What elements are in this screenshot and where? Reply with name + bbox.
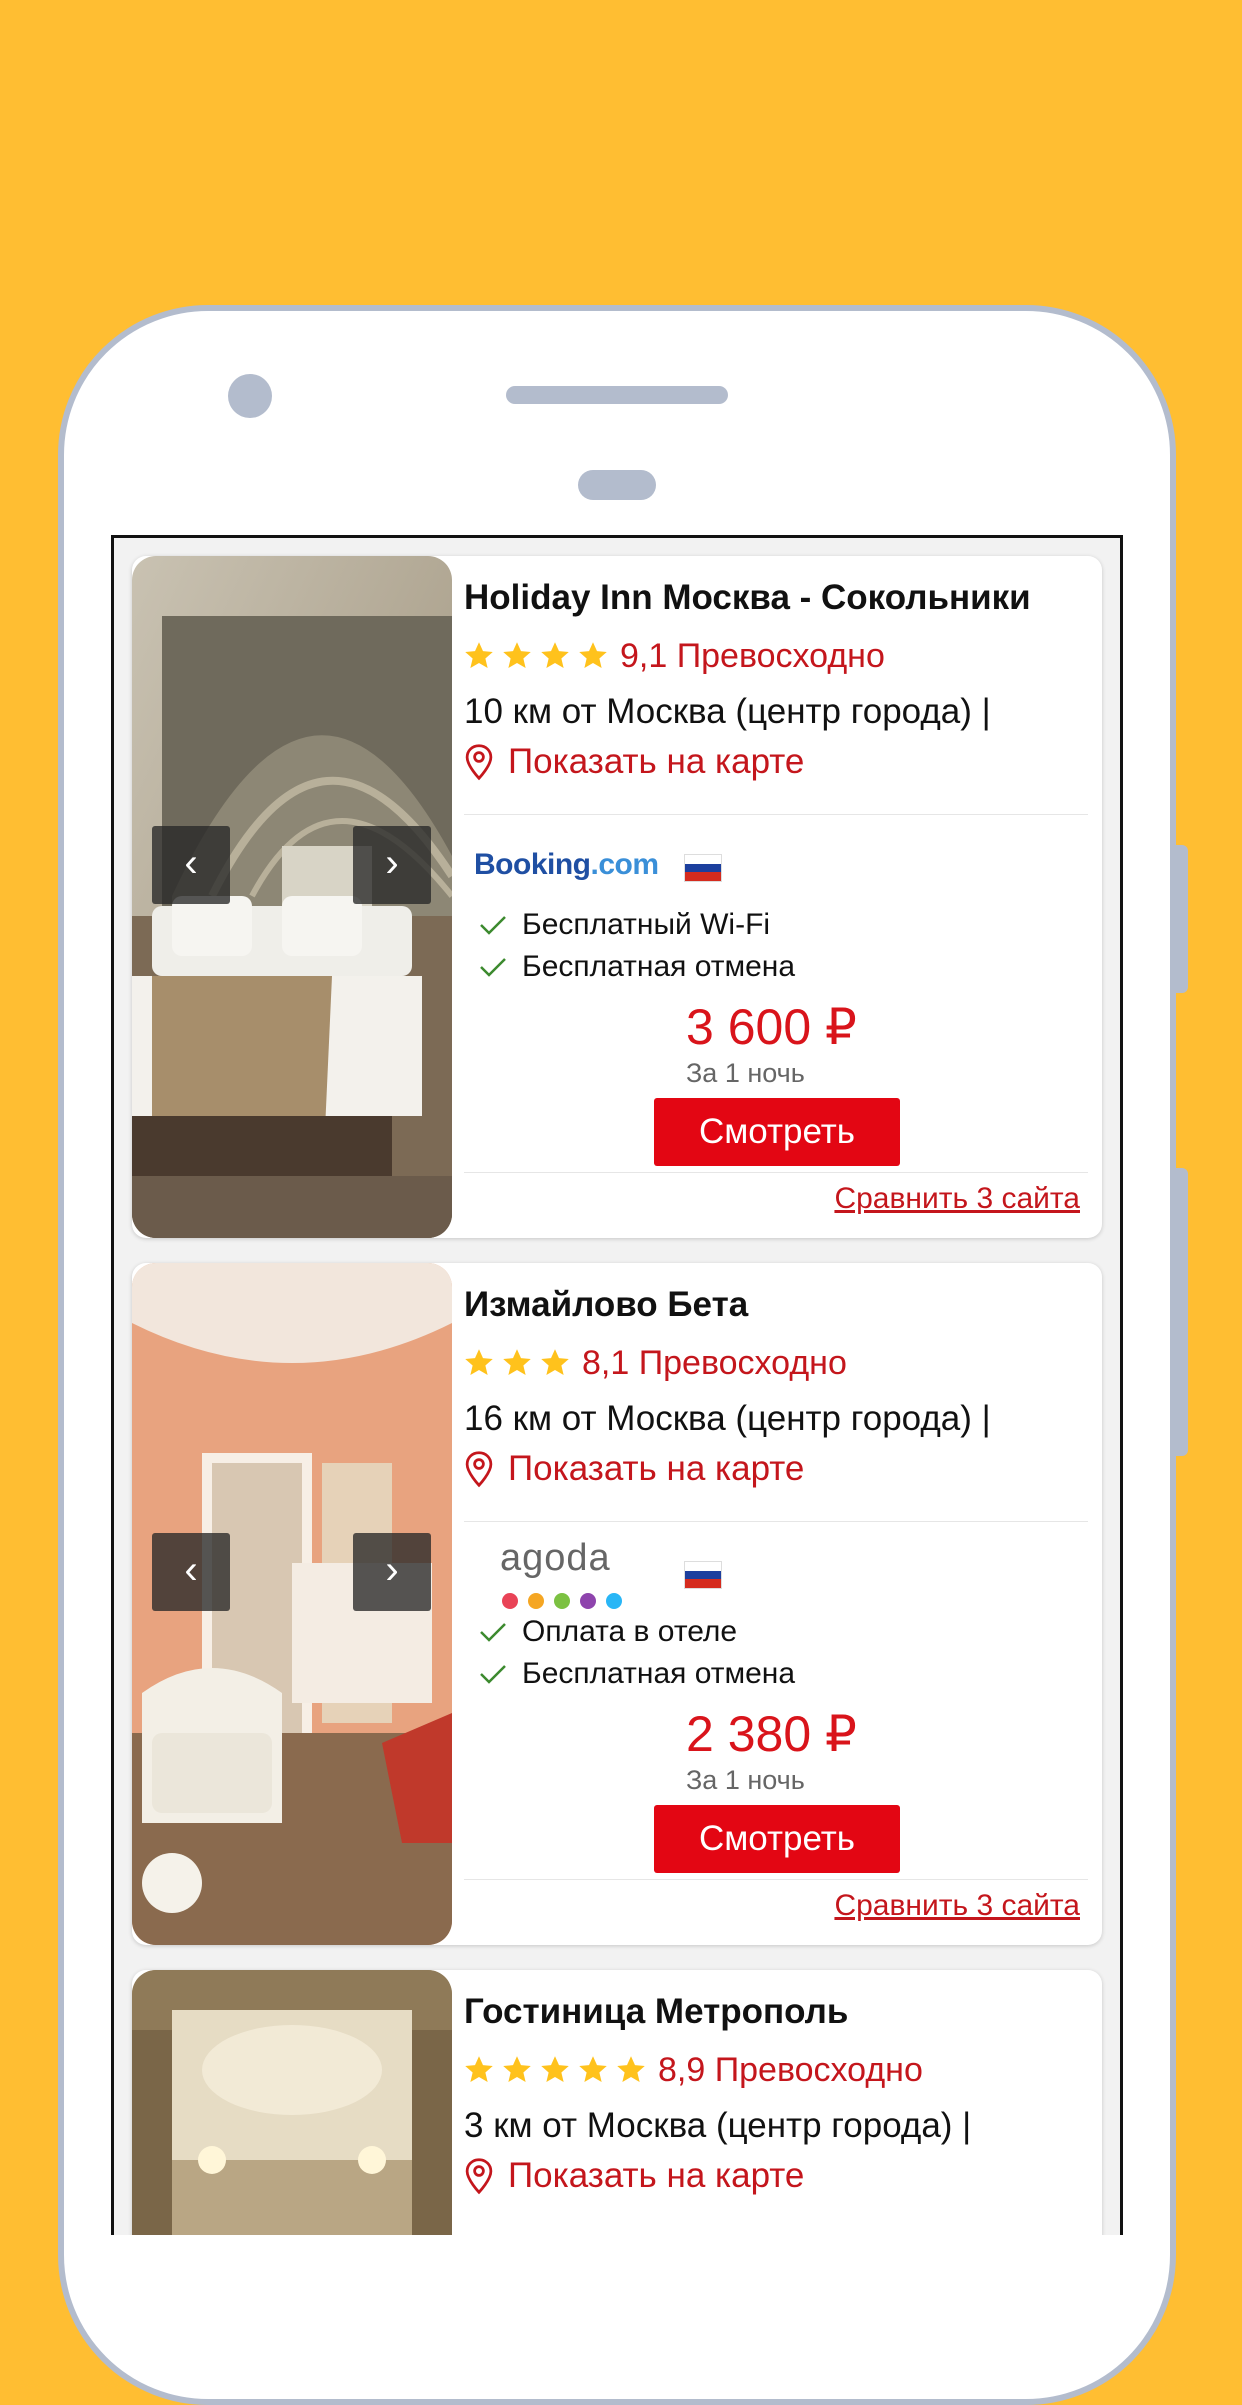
checkmark-icon — [478, 1662, 508, 1686]
star-icon — [540, 2055, 570, 2085]
hotel-room-image — [132, 1970, 452, 2235]
compare-sites-link[interactable]: Сравнить 3 сайта — [834, 1182, 1080, 1215]
hotel-info — [464, 1970, 1088, 2235]
phone-speaker — [506, 386, 728, 404]
chevron-right-icon: › — [385, 1548, 399, 1592]
checkmark-icon — [478, 1620, 508, 1644]
per-night-label: За 1 ночь — [686, 1765, 805, 1795]
hotel-card[interactable] — [132, 1263, 1102, 1945]
feature-item: Бесплатная отмена — [478, 1657, 795, 1691]
carousel-next-button[interactable] — [353, 1533, 431, 1611]
hotel-name[interactable]: Гостиница Метрополь — [464, 1992, 849, 2031]
hotel-price: 2 380 ₽ — [686, 1706, 857, 1762]
star-icon — [502, 1348, 532, 1378]
hotel-price: 3 600 ₽ — [686, 999, 857, 1055]
star-icon — [578, 641, 608, 671]
star-icon — [502, 2055, 532, 2085]
per-night-label: За 1 ночь — [686, 1058, 805, 1088]
hotel-name[interactable]: Holiday Inn Москва - Сокольники — [464, 578, 1031, 617]
map-pin-icon — [464, 2157, 494, 2195]
star-icon — [540, 1348, 570, 1378]
divider — [464, 814, 1088, 815]
show-on-map-label: Показать на карте — [508, 742, 805, 781]
hotel-rating — [464, 634, 885, 678]
hotel-card[interactable] — [132, 1970, 1102, 2235]
hotel-distance: 10 км от Москва (центр города) | — [464, 692, 991, 731]
feature-item: Бесплатный Wi-Fi — [478, 908, 770, 942]
checkmark-icon — [478, 955, 508, 979]
russia-flag-icon — [684, 854, 722, 882]
hotel-name[interactable]: Измайлово Бета — [464, 1285, 749, 1324]
hotel-info — [464, 556, 1088, 1238]
map-pin-icon — [464, 1450, 494, 1488]
star-icon — [502, 641, 532, 671]
star-icon — [464, 641, 494, 671]
map-pin-icon — [464, 743, 494, 781]
hotel-distance: 16 км от Москва (центр города) | — [464, 1399, 991, 1438]
show-on-map-link[interactable] — [464, 742, 804, 782]
show-on-map-label: Показать на карте — [508, 1449, 805, 1488]
show-on-map-link[interactable] — [464, 1449, 804, 1489]
show-on-map-label: Показать на карте — [508, 2156, 805, 2195]
checkmark-icon — [478, 913, 508, 937]
view-deal-button[interactable]: Смотреть — [654, 1098, 900, 1166]
star-icon — [464, 1348, 494, 1378]
carousel-next-button[interactable] — [353, 826, 431, 904]
hotel-distance: 3 км от Москва (центр города) | — [464, 2106, 972, 2145]
hotel-photo[interactable] — [132, 1970, 452, 2235]
app-screen — [111, 535, 1123, 2235]
carousel-prev-button[interactable] — [152, 1533, 230, 1611]
phone-sensor — [578, 470, 656, 500]
hotel-photo[interactable] — [132, 556, 452, 1238]
feature-item: Бесплатная отмена — [478, 950, 795, 984]
show-on-map-link[interactable] — [464, 2156, 804, 2196]
chevron-left-icon: ‹ — [184, 1548, 198, 1592]
hotel-info — [464, 1263, 1088, 1945]
hotel-score: 8,9 Превосходно — [658, 2050, 923, 2089]
hotel-photo[interactable] — [132, 1263, 452, 1945]
star-icon — [464, 2055, 494, 2085]
carousel-prev-button[interactable] — [152, 826, 230, 904]
chevron-right-icon: › — [385, 841, 399, 885]
feature-item: Оплата в отеле — [478, 1615, 737, 1649]
view-deal-button[interactable]: Смотреть — [654, 1805, 900, 1873]
provider-logo-agoda: agoda — [474, 1543, 654, 1613]
compare-sites-link[interactable]: Сравнить 3 сайта — [834, 1889, 1080, 1922]
star-icon — [540, 641, 570, 671]
phone-camera — [228, 374, 272, 418]
hotel-score: 9,1 Превосходно — [620, 636, 885, 675]
phone-volume-button — [1176, 1168, 1188, 1456]
divider — [464, 1172, 1088, 1173]
hotel-card[interactable] — [132, 556, 1102, 1238]
hotel-rating — [464, 1341, 847, 1385]
chevron-left-icon: ‹ — [184, 841, 198, 885]
divider — [464, 1879, 1088, 1880]
divider — [464, 1521, 1088, 1522]
hotel-rating — [464, 2048, 923, 2092]
provider-logo-booking: Booking.com — [474, 848, 659, 881]
star-icon — [578, 2055, 608, 2085]
phone-side-button — [1176, 845, 1188, 993]
hotel-score: 8,1 Превосходно — [582, 1343, 847, 1382]
star-icon — [616, 2055, 646, 2085]
russia-flag-icon — [684, 1561, 722, 1589]
